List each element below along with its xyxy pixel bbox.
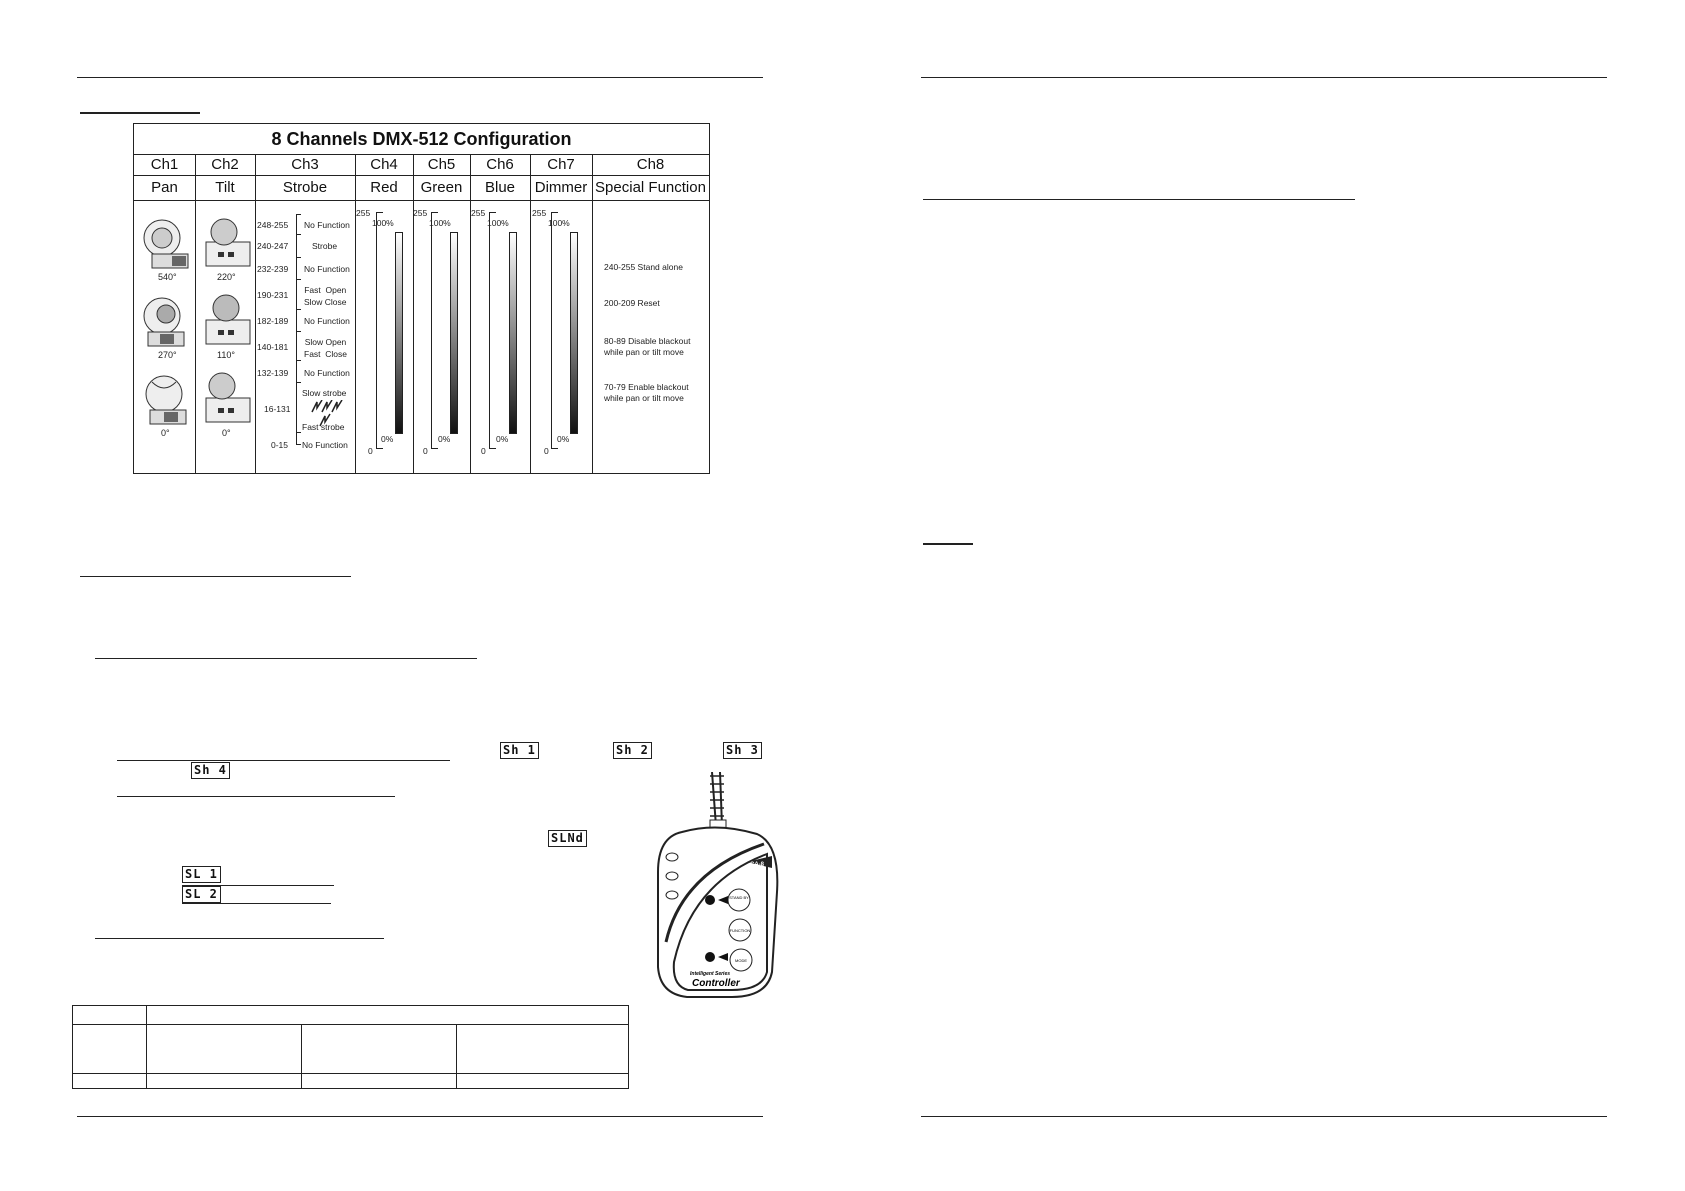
scale-bracket [489, 212, 496, 449]
channel-name: Dimmer [534, 179, 588, 196]
moving-head-tilt-0-icon [198, 368, 254, 428]
pan-angle: 540° [158, 272, 177, 282]
moving-head-pan-0-icon [138, 372, 192, 427]
column-divider [413, 154, 414, 473]
tilt-angle: 220° [217, 272, 236, 282]
table-row-divider [73, 1073, 628, 1074]
strobe-range: 232-239 [257, 264, 289, 274]
function-button-label: FUNCTION [729, 928, 751, 933]
scale-top-pct: 100% [487, 218, 509, 228]
column-divider [255, 154, 256, 473]
scale-min: 0 [423, 446, 428, 456]
scale-max: 255 [532, 208, 547, 218]
strobe-label: No Function [304, 220, 350, 230]
ca8-controller-illustration [652, 772, 782, 1002]
channel-header: Ch7 [547, 156, 575, 173]
red-gradient-bar [395, 232, 403, 434]
channel-header: Ch4 [370, 156, 398, 173]
channel-header: Ch1 [150, 156, 179, 173]
scale-bottom-pct: 0% [381, 434, 394, 444]
strobe-range: 16-131 [264, 404, 291, 414]
channel-name: Special Function [595, 179, 706, 196]
strobe-tick [296, 214, 301, 215]
display-sh1: Sh 1 [500, 742, 539, 759]
standby-button-label: STAND BY [729, 895, 749, 900]
green-gradient-bar [450, 232, 458, 434]
display-sh3: Sh 3 [723, 742, 762, 759]
scale-max: 255 [471, 208, 486, 218]
strobe-tick [296, 331, 301, 332]
moving-head-tilt-220-icon [198, 212, 254, 272]
strobe-range: 248-255 [257, 220, 289, 230]
strobe-tick [296, 360, 301, 361]
left-footer-rule [77, 1116, 763, 1117]
scale-top-pct: 100% [372, 218, 394, 228]
display-sl2: SL 2 [182, 886, 221, 903]
channel-name: Strobe [282, 179, 328, 196]
channel-name: Red [370, 179, 398, 196]
column-divider [530, 154, 531, 473]
channel-name: Blue [484, 179, 516, 196]
channel-row [134, 154, 709, 176]
scale-max: 255 [356, 208, 371, 218]
table-row-divider [73, 1024, 628, 1025]
bottom-table [72, 1005, 629, 1089]
table-col-divider [456, 1024, 457, 1088]
channel-name: Green [420, 179, 463, 196]
strobe-range: 182-189 [257, 316, 289, 326]
strobe-label: No Function [302, 440, 348, 450]
controller-name-label: Controller [692, 978, 740, 989]
strobe-label: Strobe [312, 241, 338, 251]
section-heading-underline [117, 760, 450, 761]
section-heading-underline [95, 938, 384, 939]
channel-header: Ch3 [291, 156, 319, 173]
scale-min: 0 [544, 446, 549, 456]
strobe-bracket [296, 214, 303, 444]
section-heading-underline [182, 903, 331, 904]
table-col-divider [146, 1006, 147, 1088]
strobe-tick [296, 444, 301, 445]
right-header-rule [921, 77, 1607, 78]
scale-top-pct: 100% [548, 218, 570, 228]
moving-head-pan-270-icon [138, 294, 192, 349]
section-heading-underline [117, 796, 395, 797]
strobe-range: 132-139 [257, 368, 289, 378]
strobe-range: 0-15 [271, 440, 289, 450]
pan-angle: 270° [158, 350, 177, 360]
strobe-range: 190-231 [257, 290, 289, 300]
tilt-angle: 0° [222, 428, 231, 438]
section-heading-underline [923, 199, 1355, 200]
channel-header: Ch2 [211, 156, 239, 173]
dmx-config-table [133, 123, 710, 474]
strobe-tick [296, 234, 301, 235]
moving-head-tilt-110-icon [198, 290, 254, 350]
column-divider [470, 154, 471, 473]
special-function: 70-79 Enable blackout while pan or tilt move [604, 382, 689, 403]
column-divider [355, 154, 356, 473]
strobe-tick [296, 257, 301, 258]
tilt-angle: 110° [217, 350, 235, 360]
scale-bottom-pct: 0% [438, 434, 451, 444]
strobe-label: Slow strobe [302, 388, 347, 398]
strobe-tick [296, 279, 301, 280]
scale-bracket [431, 212, 438, 449]
display-slnd: SLNd [548, 830, 587, 847]
section-heading-underline [95, 658, 477, 659]
scale-max: 255 [413, 208, 428, 218]
pan-angle: 0° [161, 428, 170, 438]
scale-bottom-pct: 0% [496, 434, 509, 444]
special-function: 240-255 Stand alone [604, 262, 683, 272]
display-sl1: SL 1 [182, 866, 221, 883]
strobe-label: No Function [304, 368, 350, 378]
moving-head-pan-540-icon [138, 216, 192, 271]
channel-header: Ch6 [486, 156, 514, 173]
strobe-label: Fast Open Slow Close [304, 285, 347, 307]
column-divider [195, 154, 196, 473]
strobe-label: No Function [304, 316, 350, 326]
special-function: 200-209 Reset [604, 298, 660, 308]
display-sh2: Sh 2 [613, 742, 652, 759]
strobe-tick [296, 309, 301, 310]
strobe-range: 240-247 [257, 241, 289, 251]
scale-bottom-pct: 0% [557, 434, 570, 444]
channel-name-row [134, 175, 709, 201]
strobe-tick [296, 382, 301, 383]
blue-gradient-bar [509, 232, 517, 434]
controller-series-label: Intelligent Series [690, 971, 731, 977]
strobe-label: Fast strobe [302, 422, 345, 432]
mode-button-label: MODE [735, 958, 747, 963]
scale-min: 0 [481, 446, 486, 456]
left-header-rule [77, 77, 763, 78]
scale-bracket [551, 212, 558, 449]
channel-header: Ch5 [427, 156, 456, 173]
controller-model: CA-8 [750, 862, 765, 868]
scale-top-pct: 100% [429, 218, 451, 228]
display-sh4: Sh 4 [191, 762, 230, 779]
special-function: 80-89 Disable blackout while pan or tilt move [604, 336, 691, 357]
strobe-tick [296, 432, 301, 433]
strobe-range: 140-181 [257, 342, 289, 352]
right-footer-rule [921, 1116, 1607, 1117]
column-divider [592, 154, 593, 473]
dimmer-gradient-bar [570, 232, 578, 434]
scale-min: 0 [368, 446, 373, 456]
table-col-divider [301, 1024, 302, 1088]
config-table-title: 8 Channels DMX-512 Configuration [134, 124, 709, 155]
strobe-label: No Function [304, 264, 350, 274]
section-heading-underline [923, 543, 973, 545]
section-heading-underline [80, 576, 351, 577]
strobe-label: Slow Open Fast Close [304, 337, 347, 359]
section-heading-underline [80, 112, 200, 114]
scale-bracket [376, 212, 383, 449]
channel-header: Ch8 [636, 156, 665, 173]
channel-name: Pan [151, 179, 178, 196]
channel-name: Tilt [215, 179, 235, 196]
